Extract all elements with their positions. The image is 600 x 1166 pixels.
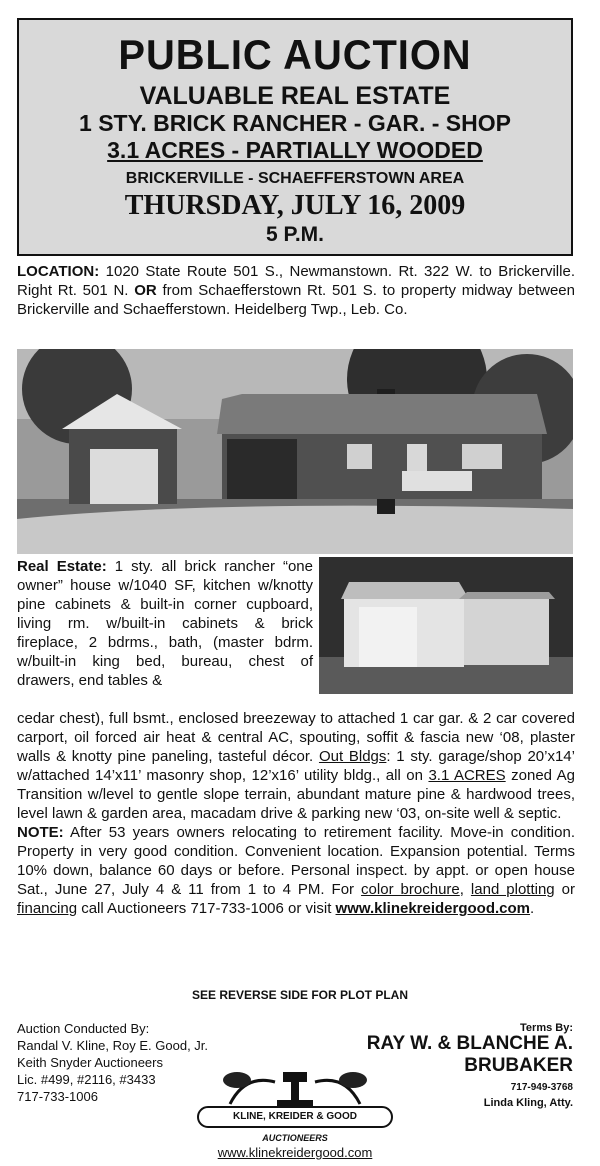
auctioneer-logo [185, 1064, 405, 1164]
logo-subtitle: AUCTIONEERS [262, 1133, 328, 1143]
location-text: 1020 State Route 501 S., Newmanstown. Rt. 322 W. to Brickerville. Right Rt. 501 N. [17, 263, 575, 299]
note-text-2: call Auctioneers 717-733-1006 or visit [77, 900, 336, 917]
shop-photo [319, 557, 573, 694]
real-estate-text-2: cedar chest), full bsmt., enclosed breezeway to attached 1 car gar. & 2 car covered carport, oil forced air heat & central AC, spouting, soffit & fascia new ‘08, plaster walls & knotty pine paneling, tasteful décor. [17, 710, 575, 765]
real-estate-continued [17, 709, 575, 918]
financing-link[interactable]: financing [17, 900, 78, 917]
note-sep-1: , [459, 881, 471, 898]
acres-highlight: 3.1 ACRES [428, 767, 506, 784]
location-or: OR [134, 282, 157, 299]
reverse-side-notice: SEE REVERSE SIDE FOR PLOT PLAN [191, 988, 409, 1002]
out-buildings-label: Out Bldgs [318, 748, 387, 765]
subtitle-acres: 3.1 ACRES - PARTIALLY WOODED [107, 137, 483, 163]
shop-photo-image [319, 557, 573, 694]
acres-text: zoned Ag Transition w/level to gentle slope terrain, abundant mature pine & hardwood trees, level lawn & garden area, macadam drive & parking new ‘03, on-site well & septic. [17, 767, 575, 822]
note-sep-2: or [554, 881, 575, 898]
logo-company-name: KLINE, KREIDER & GOOD [197, 1106, 393, 1128]
license-numbers: Lic. #499, #2116, #3433 [17, 1072, 156, 1087]
auction-date: THURSDAY, JULY 16, 2009 [124, 190, 466, 221]
location-paragraph [17, 262, 575, 319]
auctioneer-names: Randal V. Kline, Roy E. Good, Jr. [17, 1038, 209, 1053]
auction-time: 5 P.M. [266, 223, 324, 246]
house-photo [17, 349, 573, 554]
owner-phone: 717-949-3768 [510, 1082, 573, 1093]
auction-conducted-by [17, 1020, 208, 1105]
note-end: . [530, 900, 535, 917]
owner-names: RAY W. & BLANCHE A. BRUBAKER [366, 1033, 573, 1076]
website-link[interactable]: www.klinekreidergood.com [335, 900, 531, 917]
real-estate-paragraph [17, 557, 313, 690]
location-text-2: from Schaefferstown Rt. 501 S. to property midway between Brickerville and Schaefferstown. Heidelberg Twp., Leb. Co. [17, 282, 575, 318]
real-estate-text: 1 sty. all brick rancher “one owner” house w/1040 SF, kitchen w/knotty pine cabinets & built-in corner cupboard, living rm. w/built-in cabinets & brick fireplace, 2 bdrms., bath, (master bdrm. w/built-in king bed, bureau, chest of drawers, end tables & [17, 558, 313, 689]
conducted-label: Auction Conducted By: [17, 1021, 150, 1036]
subtitle-area: BRICKERVILLE - SCHAEFFERSTOWN AREA [125, 170, 465, 187]
terms-label: Terms By: [520, 1022, 573, 1034]
attorney-name: Linda Kling, Atty. [483, 1097, 573, 1109]
real-estate-label: Real Estate: [17, 558, 107, 575]
subtitle-property: 1 STY. BRICK RANCHER - GAR. - SHOP [79, 110, 511, 136]
brochure-link[interactable]: color brochure [361, 881, 460, 898]
location-label: LOCATION: [17, 263, 100, 280]
note-text: After 53 years owners relocating to retirement facility. Move-in condition. Property in very good condition. Convenient location. Expansion potential. Terms 10% down, balance 60 days or before. Personal inspect. by appt. or open house Sat., June 27, July 4 & 11 from 1 to 4 PM. For [17, 824, 575, 898]
auctioneer-phone: 717-733-1006 [17, 1089, 98, 1104]
land-plotting-link[interactable]: land plotting [470, 881, 555, 898]
auction-title: PUBLIC AUCTION [118, 31, 472, 78]
house-photo-image [17, 349, 573, 554]
logo-website-link[interactable]: www.klinekreidergood.com [217, 1145, 373, 1160]
out-buildings-text: : 1 sty. garage/shop 20’x14’ w/attached 14’x11’ masonry shop, 12’x16’ utility bldg., all on [17, 748, 575, 784]
auction-header [17, 18, 573, 256]
subtitle-real-estate: VALUABLE REAL ESTATE [139, 82, 451, 110]
auctioneer-company: Keith Snyder Auctioneers [17, 1055, 163, 1070]
note-label: NOTE: [17, 824, 64, 841]
gavel-icon [215, 1064, 375, 1108]
